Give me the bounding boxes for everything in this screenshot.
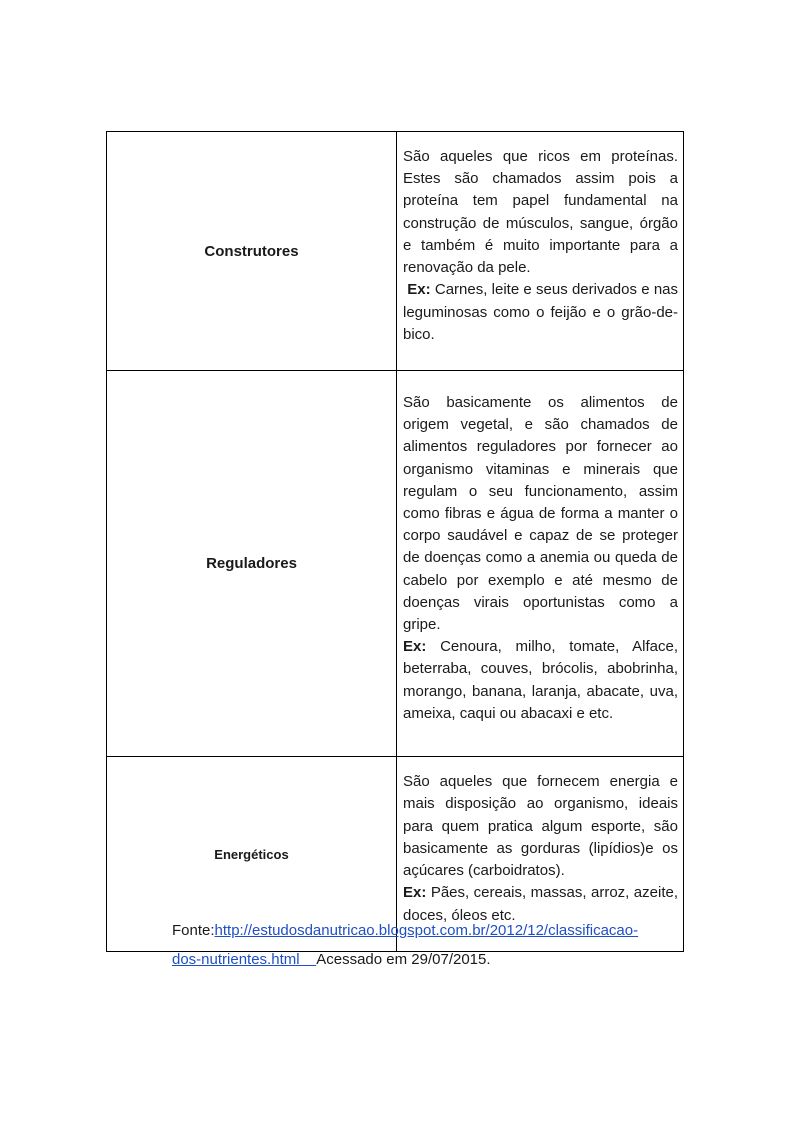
source-citation <box>172 916 692 974</box>
description-text: São aqueles que ricos em proteínas. Estes são chamados assim pois a proteína tem papel fundamental na construção de músculos, sangue, órgão e também é muito importante para a renovação da pele. <box>403 148 678 277</box>
source-prefix: Fonte: <box>172 922 215 939</box>
description-text: São aqueles que fornecem energia e mais disposição ao organismo, ideais para quem pratica algum esporte, são basicamente as gorduras (lipídios)e os açúcares (carboidratos). <box>403 773 678 880</box>
source-link-line1: http://estudosdanutricao.blogspot.com.br/2012/12/classificacao- <box>214 922 639 939</box>
examples-paragraph <box>403 636 678 725</box>
source-link-line2: dos-nutrientes.html <box>172 951 300 968</box>
category-cell: Construtores <box>107 132 397 371</box>
examples-text: Pães, cereais, massas, arroz, azeite, doces, óleos etc. <box>403 884 678 924</box>
description-cell <box>397 371 684 757</box>
table-row <box>107 132 684 371</box>
description-cell <box>397 132 684 371</box>
examples-paragraph <box>403 279 678 346</box>
category-cell: Energéticos <box>107 757 397 952</box>
nutrient-classification-table <box>106 131 684 952</box>
category-cell: Reguladores <box>107 371 397 757</box>
example-label: Ex: <box>407 281 431 299</box>
accessed-date: Acessado em 29/07/2015. <box>316 951 491 968</box>
examples-text: Cenoura, milho, tomate, Alface, beterraba, couves, brócolis, abobrinha, morango, banana, laranja, abacate, uva, ameixa, caqui ou abacaxi e etc. <box>403 638 678 722</box>
examples-text: Carnes, leite e seus derivados e nas leguminosas como o feijão e o grão-de-bico. <box>403 281 679 343</box>
description-text: São basicamente os alimentos de origem vegetal, e são chamados de alimentos reguladores por fornecer ao organismo vitaminas e minerais que regulam o seu funcionamento, assim como fibras e água de forma a manter o corpo saudável e capaz de se proteger de doenças como a anemia ou queda de cabelo por exemplo e até mesmo de doenças virais oportunistas como a gripe. <box>403 393 678 633</box>
example-label: Ex: <box>403 638 427 656</box>
example-label: Ex: <box>403 884 427 902</box>
table-row <box>107 371 684 757</box>
